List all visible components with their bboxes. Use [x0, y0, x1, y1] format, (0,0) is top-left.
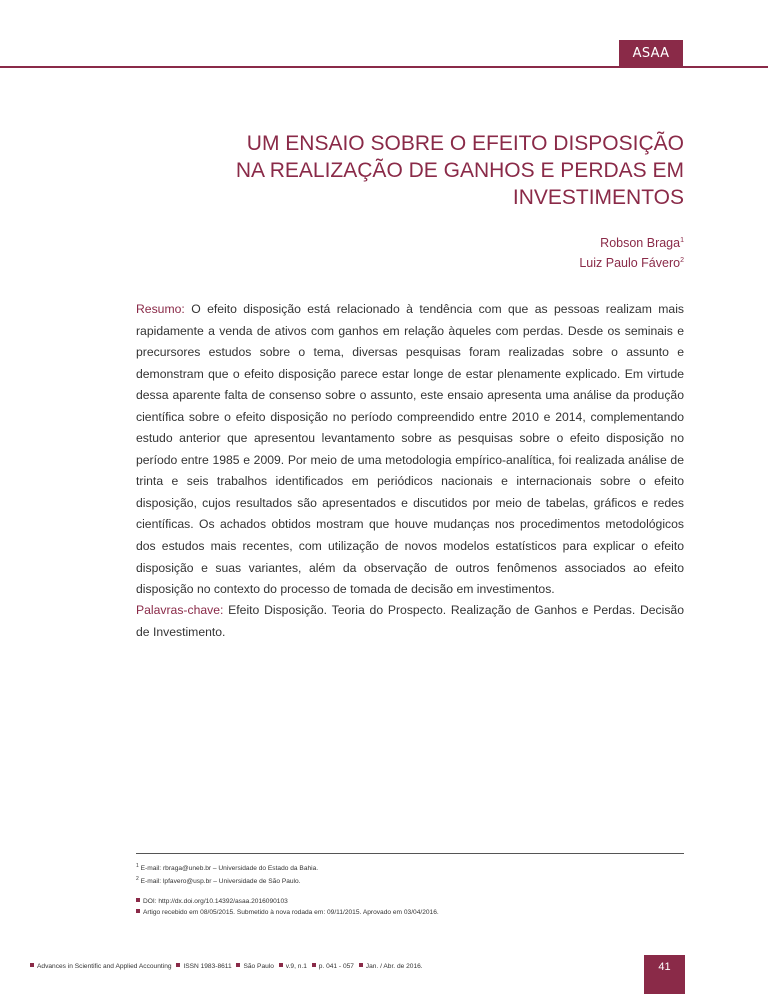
footnote-rule: [136, 853, 684, 854]
footnote: $^1$ E-mail: rbraga@uneb.br – Universidade do Estado da Bahia.: [136, 863, 319, 873]
title-line: UM ENSAIO SOBRE O EFEITO DISPOSIÇÃO: [246, 132, 684, 155]
keywords-text: Efeito Disposição. Teoria do Prospecto. Realização de Ganhos e Perdas. Decisão de Investimento.: [136, 603, 684, 639]
abstract: [136, 299, 684, 601]
keywords-label: Palavras-chave:: [136, 603, 224, 617]
journal-tag: ASAA: [619, 40, 683, 66]
dates-note: Artigo recebido em 08/05/2015. Submetido à nova rodada em: 09/11/2015. Aprovado em 03/04/2016.: [136, 907, 684, 918]
page-footer: Advances in Scientific and Applied Accounting ISSN 1983-8611 São Paulo v.9, n.1 p. 041 - 057 Jan. / Abr. de 2016.: [30, 963, 423, 970]
bullet-square-icon: [236, 963, 240, 967]
bullet-square-icon: [312, 963, 316, 967]
doi-note: DOI: http://dx.doi.org/10.14392/asaa.2016090103: [136, 896, 684, 907]
bullet-square-icon: [136, 898, 140, 902]
bullet-square-icon: [30, 963, 34, 967]
bullet-square-icon: [176, 963, 180, 967]
article-title: [200, 130, 684, 211]
abstract-text: O efeito disposição está relacionado à tendência com que as pessoas realizam mais rapidamente a venda de ativos com ganhos em relação àqueles com perdas. Desde os seminais e precursores estudos sobre o tema, diversas pesquisas foram realizadas sobre o assunto e demonstram que o efeito disposição parece estar longe de estar plenamente explicado. Em virtude dessa aparente falta de consenso sobre o assunto, este ensaio apresenta uma análise da produção científica sobre o efeito disposição no período compreendido entre 2010 e 2014, complementando estudo anterior que apresentou levantamento sobre as pesquisas sobre o efeito disposição no período entre 1985 e 2009. Por meio de uma metodologia empírico-analítica, foi realizada análise de trinta e seis trabalhos identificados em periódicos nacionais e internacionais sobre o efeito disposição, cujos resultados são apresentados e discutidos por meio de tabelas, gráficos e redes científicas. Os achados obtidos mostram que houve mudanças nos procedimentos metodológicos dos estudos mais recentes, com utilização de novos modelos estatísticos para explicar o efeito disposição e suas variantes, além da observação de outros fenômenos associados ao efeito disposição no contexto do processo de tomada de decisão em investimentos.: [136, 302, 684, 597]
author: Luiz Paulo Fávero$^2$: [579, 256, 684, 271]
title-line: INVESTIMENTOS: [512, 186, 684, 209]
author: Robson Braga$^1$: [600, 236, 684, 251]
header-rule: [0, 66, 768, 68]
bullet-square-icon: [136, 909, 140, 913]
bullet-square-icon: [359, 963, 363, 967]
author-list: [579, 232, 684, 272]
page-number: 41: [644, 955, 685, 994]
footnotes: [136, 861, 684, 918]
abstract-label: Resumo:: [136, 302, 185, 316]
title-line: NA REALIZAÇÃO DE GANHOS E PERDAS EM: [235, 159, 684, 182]
footnote: $^2$ E-mail: lpfavero@usp.br – Universidade de São Paulo.: [136, 876, 301, 886]
bullet-square-icon: [279, 963, 283, 967]
keywords: [136, 600, 684, 643]
